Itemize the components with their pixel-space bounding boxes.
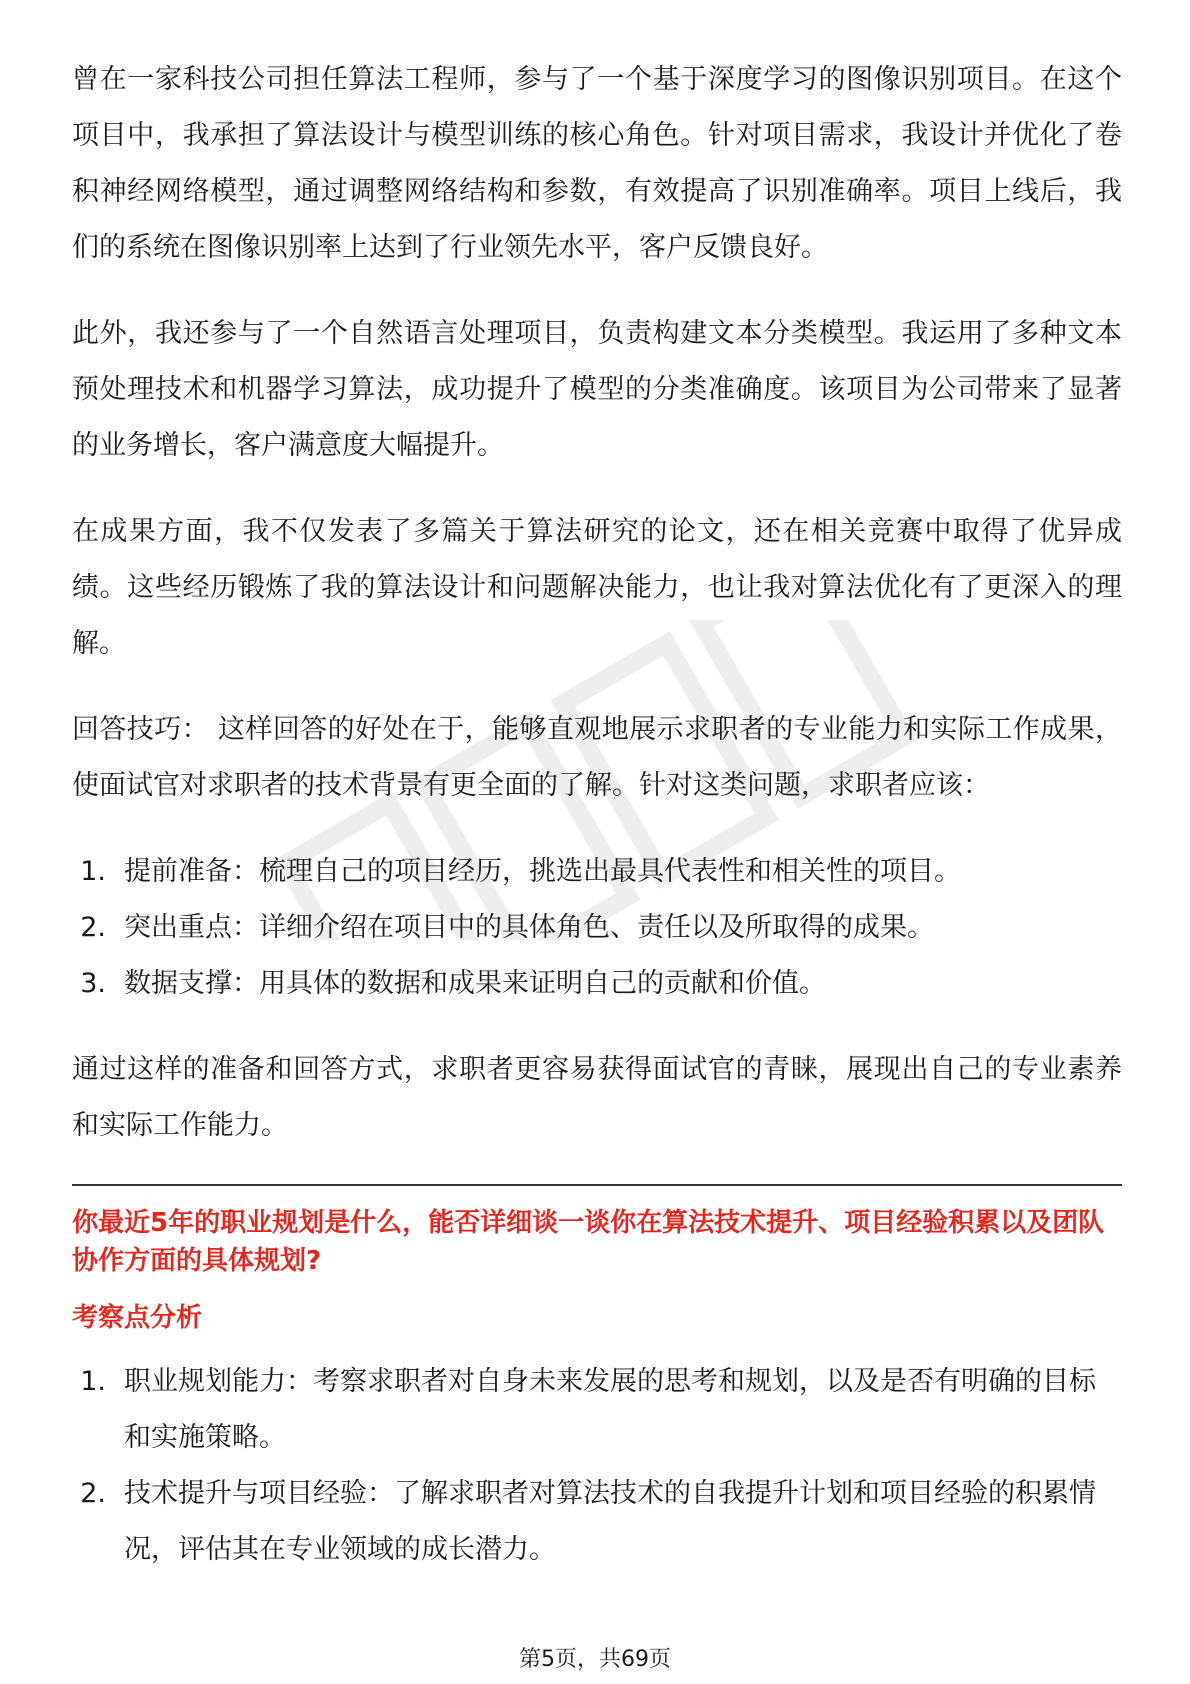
list-number: 1. [80, 1366, 106, 1397]
list-number: 2. [80, 1478, 106, 1509]
list-item [72, 1354, 1122, 1466]
paragraph-experience: 曾在一家科技公司担任算法工程师，参与了一个基于深度学习的图像识别项目。在这个项目中，我承担了算法设计与模型训练的核心角色。针对项目需求，我设计并优化了卷积神经网络模型，通过调整网络结构和参数，有效提高了识别准确率。项目上线后，我们的系统在图像识别率上达到了行业领先水平，客户反馈良好。 [72, 64, 1122, 263]
analysis-heading: 考察点分析 [72, 1303, 203, 1333]
list-item [72, 900, 1122, 956]
paragraph-answer-tips: 回答技巧： 这样回答的好处在于，能够直观地展示求职者的专业能力和实际工作成果，使面试官对求职者的技术背景有更全面的了解。针对这类问题，求职者应该： [72, 714, 1122, 801]
list-number: 2. [80, 912, 106, 943]
list-text: 提前准备：梳理自己的项目经历，挑选出最具代表性和相关性的项目。 [124, 856, 961, 887]
list-text: 技术提升与项目经验：了解求职者对算法技术的自我提升计划和项目经验的积累情况，评估其在专业领域的成长潜力。 [124, 1478, 1096, 1565]
paragraph-closing: 通过这样的准备和回答方式，求职者更容易获得面试官的青睐，展现出自己的专业素养和实际工作能力。 [72, 1054, 1122, 1141]
tips-list [72, 844, 1122, 1012]
list-text: 数据支撑：用具体的数据和成果来证明自己的贡献和价值。 [124, 968, 826, 999]
list-item [72, 956, 1122, 1012]
page-content [72, 52, 1122, 1608]
analysis-list [72, 1354, 1122, 1578]
paragraph-achievements: 在成果方面，我不仅发表了多篇关于算法研究的论文，还在相关竞赛中取得了优异成绩。这些经历锻炼了我的算法设计和问题解决能力，也让我对算法优化有了更深入的理解。 [72, 516, 1122, 659]
page-number: 第5页，共69页 [519, 1647, 671, 1672]
list-text: 职业规划能力：考察求职者对自身未来发展的思考和规划，以及是否有明确的目标和实施策略。 [124, 1366, 1096, 1453]
list-item [72, 1466, 1122, 1578]
list-text: 突出重点：详细介绍在项目中的具体角色、责任以及所取得的成果。 [124, 912, 934, 943]
list-number: 3. [80, 968, 106, 999]
interview-question: 你最近5年的职业规划是什么，能否详细谈一谈你在算法技术提升、项目经验积累以及团队协作方面的具体规划? [72, 1208, 1105, 1276]
list-item [72, 844, 1122, 900]
section-divider [72, 1184, 1122, 1186]
list-number: 1. [80, 856, 106, 887]
paragraph-nlp-project: 此外，我还参与了一个自然语言处理项目，负责构建文本分类模型。我运用了多种文本预处理技术和机器学习算法，成功提升了模型的分类准确度。该项目为公司带来了显著的业务增长，客户满意度大幅提升。 [72, 318, 1122, 461]
